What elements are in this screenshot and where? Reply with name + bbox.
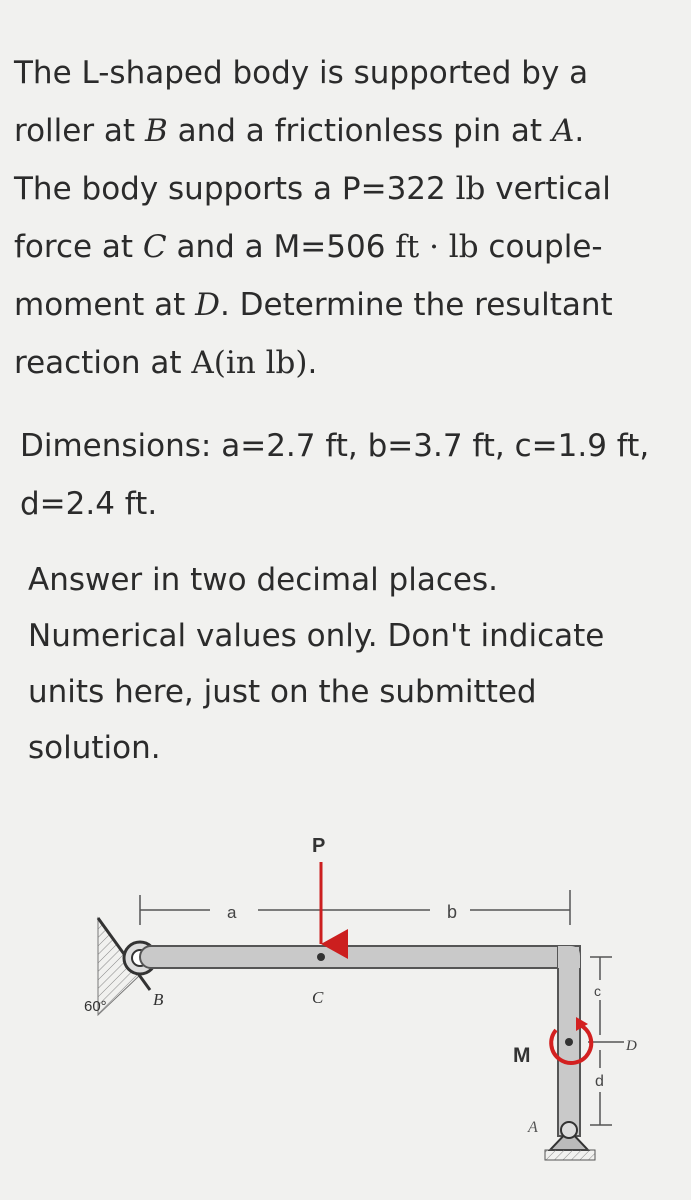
dim-d-label: d (595, 1073, 604, 1090)
point-b-label: B (153, 990, 164, 1009)
math-lb: lb (455, 171, 486, 207)
text-segment: . Determine the resultant (219, 287, 613, 323)
math-C: C (142, 229, 167, 265)
math-B: B (144, 113, 168, 149)
dimension-ab (140, 890, 570, 925)
text-segment: and a frictionless pin at (167, 113, 552, 149)
point-d-label: D (626, 1038, 637, 1054)
text-segment: roller at (14, 113, 145, 149)
point-c-label: C (312, 988, 324, 1007)
point-a-label: A (528, 1119, 538, 1136)
moment-m-label: M (513, 1044, 531, 1067)
math-A: A (551, 113, 575, 149)
dimensions-line-1: Dimensions: a=2.7 ft, b=3.7 ft, c=1.9 ft, (20, 428, 650, 464)
dim-b-label: b (447, 902, 458, 922)
answer-line-1: Answer in two decimal places. (28, 562, 498, 598)
math-D: D (195, 287, 220, 323)
problem-line-1: The L-shaped body is supported by a (14, 55, 589, 91)
text-segment: and a M=506 (166, 229, 396, 265)
dim-c-label: c (594, 983, 601, 999)
beam-horizontal (140, 946, 580, 968)
angle-label: 60° (84, 998, 107, 1015)
force-p-label: P (312, 835, 326, 857)
text-segment: The body supports a P=322 (14, 171, 456, 207)
text-segment: reaction at (14, 345, 192, 381)
text-segment: moment at (14, 287, 196, 323)
beam-corner (558, 946, 580, 968)
text-segment: . (574, 113, 585, 149)
text-segment: force at (14, 229, 143, 265)
answer-line-2: Numerical values only. Don't indicate (28, 618, 605, 654)
math-A-in-lb: A(in lb) (191, 345, 308, 381)
dim-a-label: a (227, 903, 237, 922)
pin-support-a (545, 1122, 595, 1160)
answer-line-3: units here, just on the submitted (28, 674, 537, 710)
text-segment: couple- (478, 229, 603, 265)
math-ft-lb: ft · lb (395, 229, 479, 265)
text-segment: . (307, 345, 318, 381)
text-segment: vertical (485, 171, 611, 207)
answer-line-4: solution. (28, 730, 161, 766)
dimensions-line-2: d=2.4 ft. (20, 486, 158, 522)
